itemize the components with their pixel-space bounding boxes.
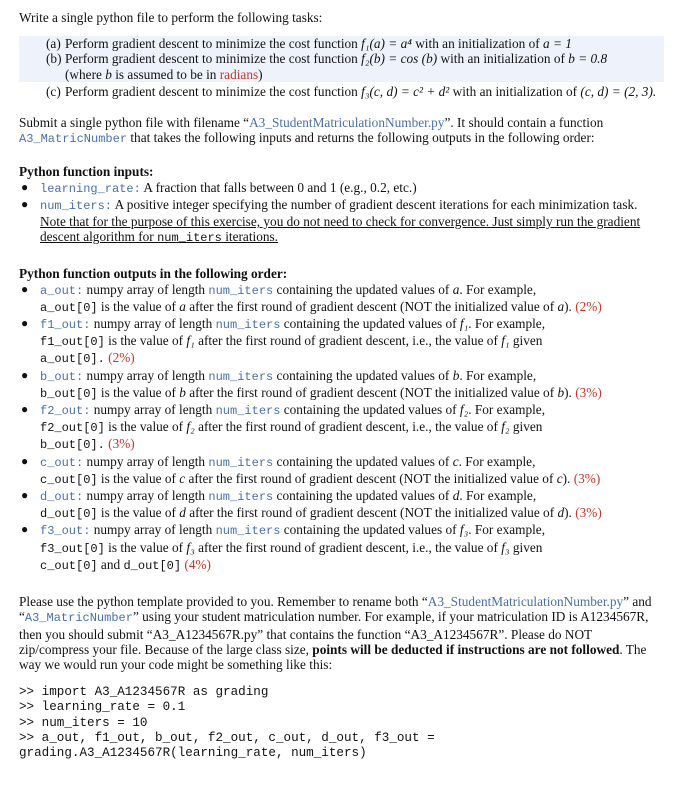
list-item: ● f2_out: numpy array of length num_iters containing the updated values of f₂. For example, f2_out[0] is the value of f₂ after the first round of gradient descent, i.e., the value of f₂ given b_out[0]. (3%) <box>21 402 546 453</box>
code-line: >> a_out, f1_out, b_out, f2_out, c_out, d_out, f3_out = <box>19 730 435 745</box>
bullet-icon: ● <box>21 488 29 503</box>
list-item: ● num_iters: A positive integer specifying the number of gradient descent iterations for each minimization task. Note that for the purpose of this exercise, you do not need to check for convergence. Just simply run the gradient descent algorithm for num_iters iterations. <box>21 196 641 246</box>
initialization: (c, d) = (2, 3). <box>580 83 657 99</box>
marks: (3%) <box>575 505 602 521</box>
bullet-icon: ● <box>21 316 29 331</box>
code-line: >> num_iters = 10 <box>19 715 148 730</box>
outputs-section <box>19 266 664 574</box>
cost-function: f₂(b) = cos (b) <box>361 51 438 67</box>
marks: (3%) <box>108 436 135 452</box>
submit-paragraph: Submit a single python file with filename “A3_StudentMatriculationNumber.py”. It should contain a function A3_MatricNumber that takes the following inputs and returns the following outputs in the following order: <box>19 115 604 147</box>
list-item: ● b_out: numpy array of length num_iters containing the updated values of b. For example, b_out[0] is the value of b after the first round of gradient descent (NOT the initialized value of b). (3%) <box>21 367 602 401</box>
function-name: A3_MatricNumber <box>19 132 128 147</box>
inputs-list <box>19 180 664 247</box>
bullet-icon: ● <box>21 179 29 194</box>
convergence-note: Note that for the purpose of this exercise, you do not need to check for convergence. Just simply run the gradient descent algorithm for <box>40 214 641 245</box>
inputs-heading: Python function inputs: <box>19 164 154 180</box>
marks: (2%) <box>575 298 602 314</box>
task-label: (c) <box>46 83 61 99</box>
code-line: grading.A3_A1234567R(learning_rate, num_iters) <box>19 745 367 760</box>
marks: (3%) <box>575 384 602 400</box>
marks: (3%) <box>573 470 601 486</box>
list-item: ● c_out: numpy array of length num_iters containing the updated values of c. For example, c_out[0] is the value of c after the first round of gradient descent (NOT the initialized value of c). (3%) <box>21 453 601 487</box>
bullet-icon: ● <box>21 196 29 211</box>
cost-function: f₃(c, d) = c² + d² <box>361 83 450 99</box>
outputs-heading: Python function outputs in the following order: <box>19 266 288 282</box>
inputs-section <box>19 164 664 246</box>
list-item: ● f1_out: numpy array of length num_iters containing the updated values of f₁. For example, f1_out[0] is the value of f₁ after the first round of gradient descent, i.e., the value of f₁ given a_out[0]. (2%) <box>21 316 546 367</box>
task-list <box>19 36 664 99</box>
marks: (4%) <box>184 556 211 572</box>
task-label: (b) <box>46 51 62 67</box>
list-item: ● f3_out: numpy array of length num_iters containing the updated values of f₃. For example, f3_out[0] is the value of f₃ after the first round of gradient descent, i.e., the value of f₃ given c_out[0] and d_out[0] (4%) <box>21 522 546 573</box>
code-line: >> learning_rate = 0.1 <box>19 700 186 715</box>
filename: A3_StudentMatriculationNumber.py <box>249 115 445 131</box>
bullet-icon: ● <box>21 367 29 382</box>
initialization: b = 0.8 <box>568 51 608 67</box>
list-item: ● learning_rate: A fraction that falls between 0 and 1 (e.g., 0.2, etc.) <box>21 179 417 196</box>
intro-text: Write a single python file to perform the following tasks: <box>19 10 323 25</box>
bullet-icon: ● <box>21 522 29 537</box>
bullet-icon: ● <box>21 402 29 417</box>
outputs-list <box>19 282 664 574</box>
task-c: (c) Perform gradient descent to minimize the cost function f₃(c, d) = c² + d² with an initialization of (c, d) = (2, 3). <box>46 83 657 99</box>
task-b: (b) Perform gradient descent to minimize the cost function f₂(b) = cos (b) with an initialization of b = 0.8 (where b is assumed to be in radians) <box>19 51 664 81</box>
task-label: (a) <box>46 36 61 52</box>
bullet-icon: ● <box>21 453 29 468</box>
code-example <box>19 685 664 761</box>
marks: (2%) <box>108 350 135 366</box>
radians-note: radians <box>219 66 259 82</box>
list-item: ● d_out: numpy array of length num_iters containing the updated values of d. For example, d_out[0] is the value of d after the first round of gradient descent (NOT the initialized value of d). (3%) <box>21 488 602 522</box>
code-line: >> import A3_A1234567R as grading <box>19 685 269 700</box>
intro-line <box>19 10 664 25</box>
initialization: a = 1 <box>542 36 572 52</box>
list-item: ● a_out: numpy array of length num_iters containing the updated values of a. For example, a_out[0] is the value of a after the first round of gradient descent (NOT the initialized value of a). (2%) <box>21 281 602 315</box>
task-a: (a) Perform gradient descent to minimize the cost function f₁(a) = a⁴ with an initialization of a = 1 <box>19 36 664 51</box>
closing-paragraph: Please use the python template provided to you. Remember to rename both “A3_StudentMatriculationNumber.py” and “A3_MatricNumber” using your student matriculation number. For example, if your matriculation ID is A1234567R, then you should submit “A3_A1234567R.py” that contains the function “A3_A1234567R”. Please do NOT zip/compress your file. Because of the large class size, points will be deducted if instructions are not followed. The way we would run your code might be something like this: <box>19 594 652 672</box>
warning-text: points will be deducted if instructions are not followed <box>312 641 620 657</box>
bullet-icon: ● <box>21 281 29 296</box>
cost-function: f₁(a) = a⁴ <box>361 36 412 52</box>
